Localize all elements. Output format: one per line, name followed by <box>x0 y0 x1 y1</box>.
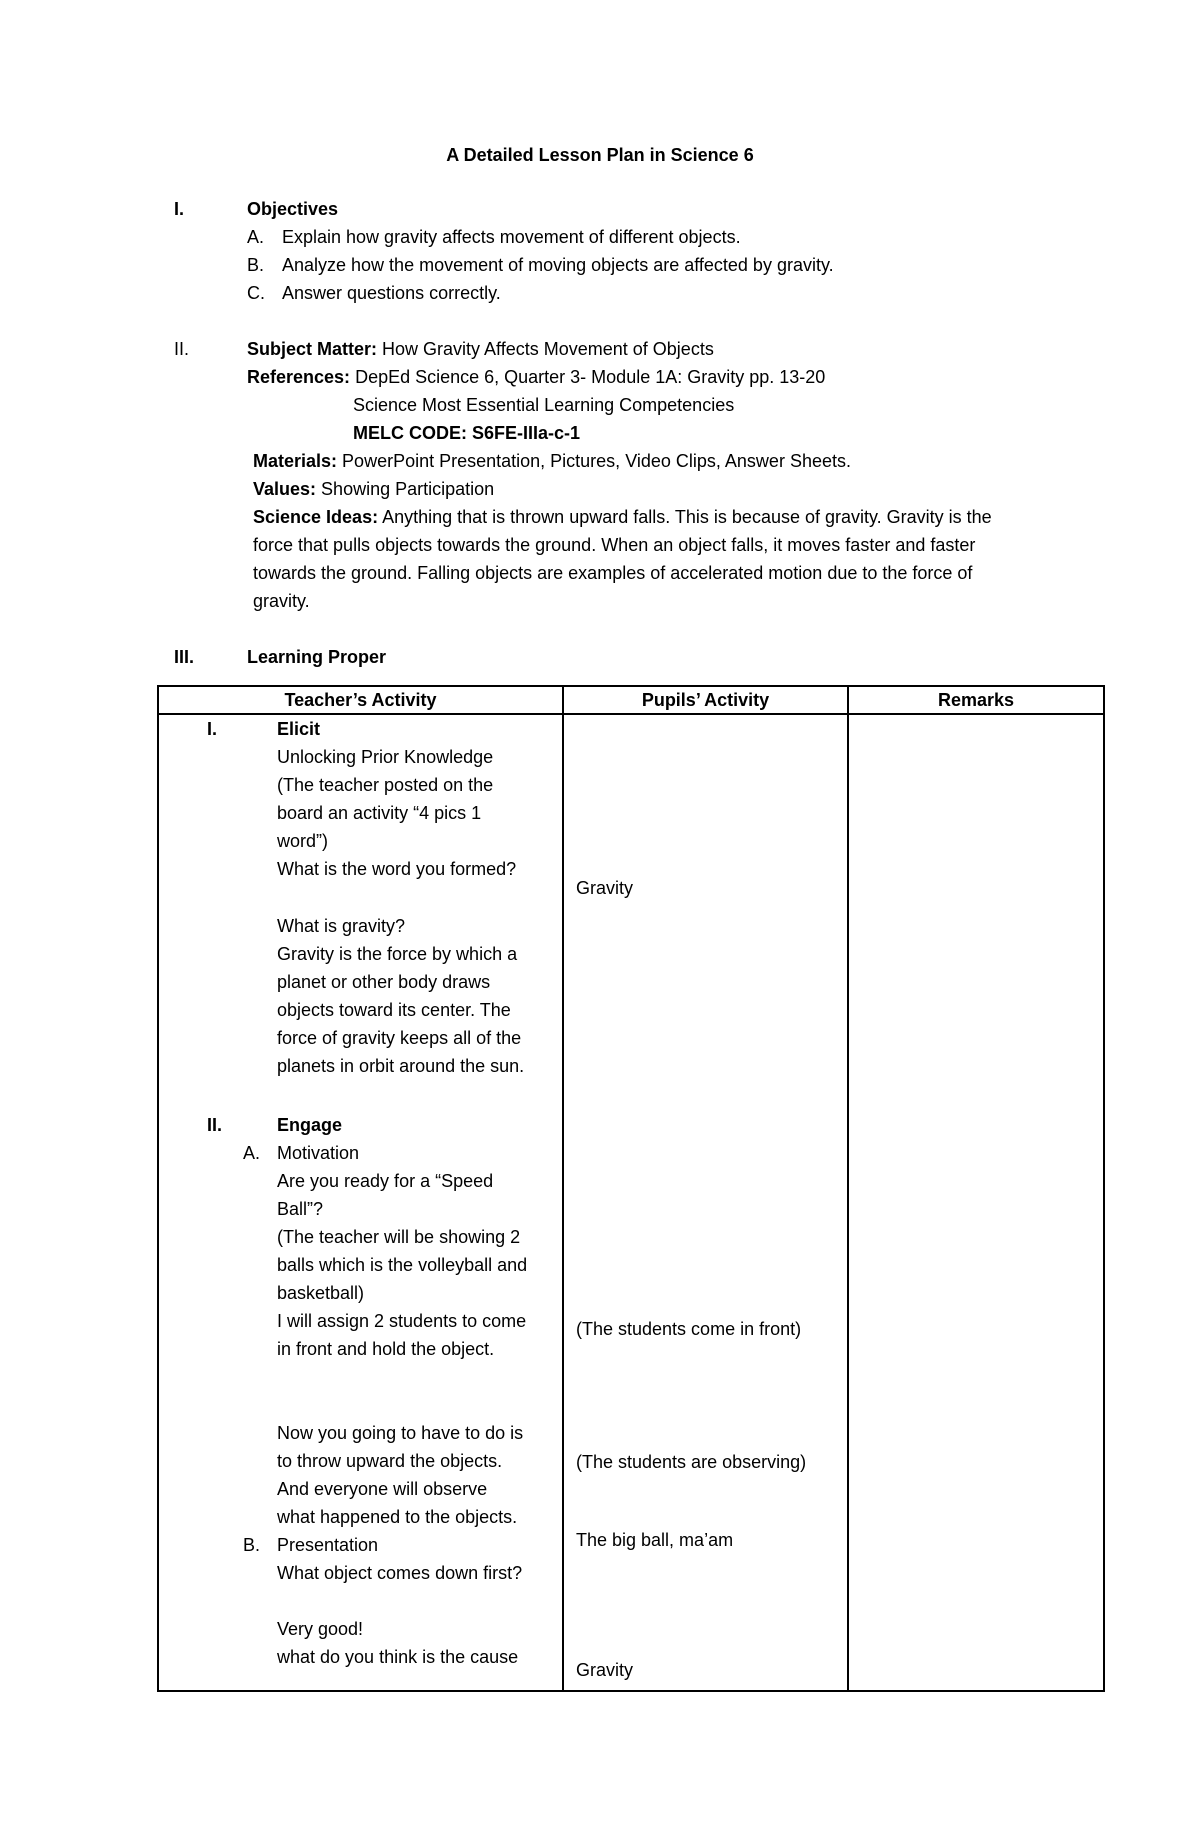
header-pupils-activity: Pupils’ Activity <box>563 686 848 714</box>
pupil-response-4: The big ball, ma’am <box>576 1530 734 1550</box>
throw-line-2: to throw upward the objects. <box>277 1451 503 1471</box>
gravity-question-line-1: What is gravity? <box>277 916 406 936</box>
motivation-letter: A. <box>243 1143 261 1163</box>
values-value: Showing Participation <box>316 479 495 499</box>
gravity-question-line-2: Gravity is the force by which a <box>277 944 518 964</box>
pupil-response-3: (The students are observing) <box>576 1452 807 1472</box>
melc-code: MELC CODE: S6FE-IIIa-c-1 <box>353 423 581 443</box>
throw-line-1: Now you going to have to do is <box>277 1423 524 1443</box>
science-ideas-line-2: force that pulls objects towards the ground. When an object falls, it moves faster and faster <box>253 535 976 555</box>
motivation-line-3: (The teacher will be showing 2 <box>277 1227 521 1247</box>
references-line <box>247 363 825 391</box>
good-line-2: what do you think is the cause <box>277 1647 519 1667</box>
motivation-line-1: Are you ready for a “Speed <box>277 1171 494 1191</box>
motivation-line-6: I will assign 2 students to come <box>277 1311 527 1331</box>
engage-numeral: II. <box>207 1115 223 1135</box>
subject-matter-line <box>247 335 714 363</box>
science-ideas-line-4: gravity. <box>253 591 310 611</box>
gravity-question-line-4: objects toward its center. The <box>277 1000 511 1020</box>
table-header-row <box>158 686 1104 714</box>
objective-letter-b: B. <box>247 255 265 275</box>
materials-line <box>253 447 851 475</box>
objective-text-c: Answer questions correctly. <box>282 283 501 303</box>
science-ideas-line-3: towards the ground. Falling objects are examples of accelerated motion due to the force of <box>253 563 973 583</box>
engage-heading: Engage <box>277 1115 343 1135</box>
science-ideas-text-1: Anything that is thrown upward falls. This is because of gravity. Gravity is the <box>378 507 992 527</box>
good-line-1: Very good! <box>277 1619 364 1639</box>
subject-matter-label: Subject Matter: <box>247 339 378 359</box>
values-label: Values: <box>253 479 317 499</box>
references-value: DepEd Science 6, Quarter 3- Module 1A: Gravity pp. 13-20 <box>350 367 826 387</box>
motivation-line-4: balls which is the volleyball and <box>277 1255 528 1275</box>
motivation-heading: Motivation <box>277 1143 360 1163</box>
document-title: A Detailed Lesson Plan in Science 6 <box>446 145 754 165</box>
objective-letter-a: A. <box>247 227 265 247</box>
elicit-line-2: (The teacher posted on the <box>277 775 494 795</box>
motivation-line-2: Ball”? <box>277 1199 324 1219</box>
remarks-cell <box>848 714 1104 1691</box>
throw-line-3: And everyone will observe <box>277 1479 488 1499</box>
references-label: References: <box>247 367 351 387</box>
elicit-numeral: I. <box>207 719 218 739</box>
throw-line-4: what happened to the objects. <box>277 1507 518 1527</box>
learning-proper-heading: Learning Proper <box>247 647 387 667</box>
lesson-activity-table <box>157 685 1105 1692</box>
values-line <box>253 475 494 503</box>
presentation-letter: B. <box>243 1535 261 1555</box>
materials-label: Materials: <box>253 451 338 471</box>
table-row <box>158 714 1104 1691</box>
gravity-question-line-3: planet or other body draws <box>277 972 491 992</box>
objectives-heading: Objectives <box>247 199 339 219</box>
header-teachers-activity: Teacher’s Activity <box>158 686 563 714</box>
elicit-heading: Elicit <box>277 719 321 739</box>
subject-matter-numeral: II. <box>174 339 190 359</box>
objective-text-b: Analyze how the movement of moving objects are affected by gravity. <box>282 255 834 275</box>
elicit-line-5: What is the word you formed? <box>277 859 517 879</box>
science-ideas-label: Science Ideas: <box>253 507 379 527</box>
gravity-question-line-6: planets in orbit around the sun. <box>277 1056 525 1076</box>
pupils-activity-cell <box>563 714 848 1691</box>
teacher-activity-cell <box>158 714 563 1691</box>
elicit-line-1: Unlocking Prior Knowledge <box>277 747 494 767</box>
elicit-line-4: word”) <box>277 831 329 851</box>
objectives-numeral: I. <box>174 199 185 219</box>
pupil-response-5: Gravity <box>576 1660 634 1680</box>
subject-matter-value: How Gravity Affects Movement of Objects <box>377 339 714 359</box>
pupil-response-2: (The students come in front) <box>576 1319 802 1339</box>
presentation-question: What object comes down first? <box>277 1563 523 1583</box>
pupil-response-1: Gravity <box>576 878 634 898</box>
motivation-line-5: basketball) <box>277 1283 365 1303</box>
science-ideas-line-1 <box>253 503 992 531</box>
materials-value: PowerPoint Presentation, Pictures, Video Clips, Answer Sheets. <box>337 451 851 471</box>
header-remarks: Remarks <box>848 686 1104 714</box>
references-line-2: Science Most Essential Learning Competencies <box>353 395 735 415</box>
presentation-heading: Presentation <box>277 1535 379 1555</box>
objective-letter-c: C. <box>247 283 265 303</box>
elicit-line-3: board an activity “4 pics 1 <box>277 803 482 823</box>
objective-text-a: Explain how gravity affects movement of different objects. <box>282 227 741 247</box>
motivation-line-7: in front and hold the object. <box>277 1339 495 1359</box>
learning-proper-numeral: III. <box>174 647 195 667</box>
gravity-question-line-5: force of gravity keeps all of the <box>277 1028 522 1048</box>
